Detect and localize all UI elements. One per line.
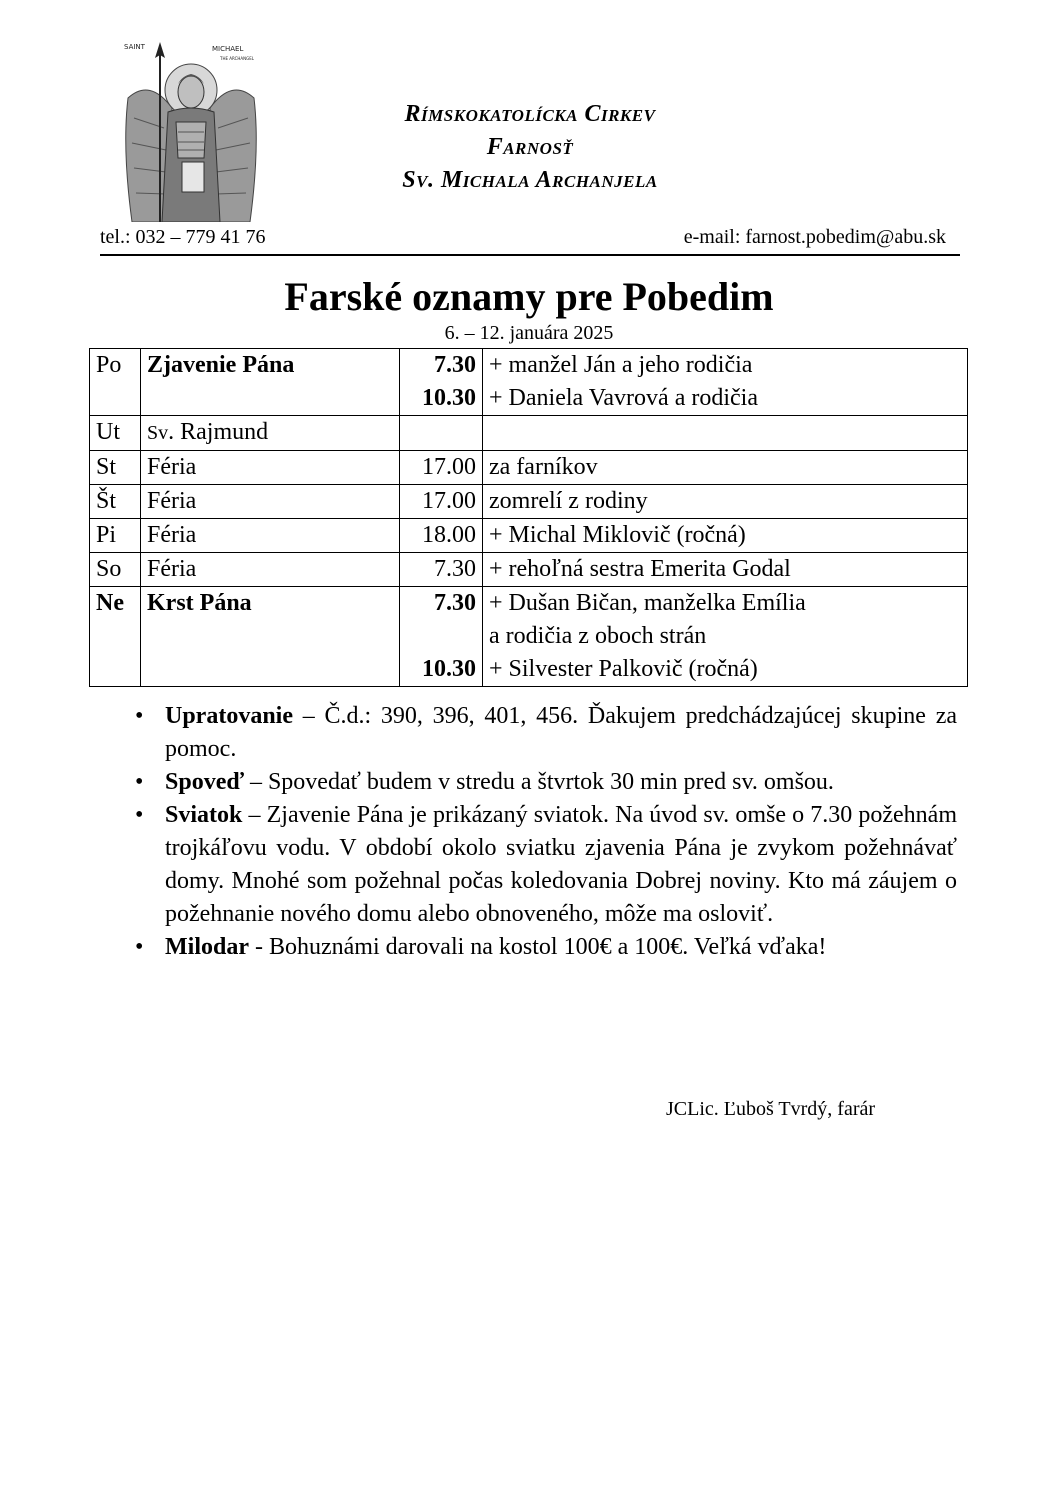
page-title: Farské oznamy pre Pobedim — [284, 274, 774, 319]
mass-schedule-table — [89, 348, 968, 687]
day-cell: Ut — [90, 416, 141, 451]
mass-time: 10.30 — [422, 656, 476, 682]
notices-list — [135, 700, 957, 964]
time-cell: 17.00 — [400, 451, 483, 485]
mass-time: 10.30 — [422, 385, 476, 411]
intention-cell: + rehoľná sestra Emerita Godal — [483, 553, 968, 587]
email-address: e-mail: farnost.pobedim@abu.sk — [683, 226, 946, 248]
bullet-icon: • — [135, 802, 144, 828]
time-cell: 7.30 — [400, 553, 483, 587]
table-row — [90, 519, 968, 553]
intention-cell — [483, 587, 968, 687]
intention-cell: za farníkov — [483, 451, 968, 485]
notice-text: – Č.d.: 390, 396, 401, 456. Ďakujem predchádzajúcej skupine za pomoc. — [165, 703, 957, 762]
notice-text: – Spovedať budem v stredu a štvrtok 30 min pred sv. omšou. — [243, 769, 834, 795]
notice-title: Upratovanie — [165, 703, 293, 729]
list-item — [135, 931, 957, 964]
feast-cell: Zjavenie Pána — [141, 349, 400, 416]
intention-cell — [483, 349, 968, 416]
mass-intention: + Dušan Bičan, manželka Emília — [489, 590, 806, 616]
svg-text:THE ARCHANGEL: THE ARCHANGEL — [220, 56, 254, 61]
parish-name: Sv. Michala Archanjela — [402, 167, 658, 193]
feast-cell: Féria — [141, 519, 400, 553]
notice-title: Spoveď — [165, 769, 244, 795]
time-cell — [400, 416, 483, 451]
bullet-icon: • — [135, 769, 144, 795]
table-row — [90, 349, 968, 416]
time-cell: 17.00 — [400, 485, 483, 519]
church-name: Rímskokatolícka Cirkev — [404, 101, 656, 127]
bullet-icon: • — [135, 934, 144, 960]
time-cell — [400, 349, 483, 416]
table-row — [90, 587, 968, 687]
notice-title: Sviatok — [165, 802, 243, 828]
table-row — [90, 416, 968, 451]
svg-text:SAINT: SAINT — [124, 43, 145, 51]
list-item — [135, 766, 957, 799]
intention-cell — [483, 416, 968, 451]
phone-number: tel.: 032 – 779 41 76 — [100, 226, 266, 248]
table-row — [90, 451, 968, 485]
feast-cell — [141, 416, 400, 451]
table-row — [90, 485, 968, 519]
time-cell: 18.00 — [400, 519, 483, 553]
feast-cell: Féria — [141, 485, 400, 519]
feast-prefix: Sv — [147, 422, 169, 444]
feast-cell: Féria — [141, 451, 400, 485]
mass-time: 7.30 — [434, 590, 476, 616]
notice-text: - Bohuznámi darovali na kostol 100€ a 100€. Veľká vďaka! — [249, 934, 827, 960]
feast-cell: Féria — [141, 553, 400, 587]
bullet-icon: • — [135, 703, 144, 729]
list-item — [135, 700, 957, 766]
notice-title: Milodar — [165, 934, 249, 960]
mass-intention: + Daniela Vavrová a rodičia — [489, 385, 758, 411]
parish-label: Farnosť — [486, 134, 574, 160]
contact-row — [100, 226, 960, 256]
mass-intention: a rodičia z oboch strán — [489, 623, 707, 649]
mass-intention: + manžel Ján a jeho rodičia — [489, 352, 753, 378]
svg-text:MICHAEL: MICHAEL — [212, 45, 244, 53]
signature: JCLic. Ľuboš Tvrdý, farár — [666, 1098, 876, 1120]
mass-intention: + Silvester Palkovič (ročná) — [489, 656, 758, 682]
list-item — [135, 799, 957, 931]
notice-text: – Zjavenie Pána je prikázaný sviatok. Na úvod sv. omše o 7.30 požehnám trojkáľovu vodu. V období okolo sviatku zjavenia Pána je zvykom požehnávať domy. Mnohé som požehnal počas koledovania Dobrej noviny. Kto má záujem o požehnanie nového domu alebo obnoveného, môže ma osloviť. — [165, 802, 957, 927]
day-cell: Po — [90, 349, 141, 416]
feast-name: . Rajmund — [168, 419, 269, 445]
feast-cell: Krst Pána — [141, 587, 400, 687]
mass-time-spacer — [406, 620, 476, 653]
day-cell: Pi — [90, 519, 141, 553]
intention-cell: zomrelí z rodiny — [483, 485, 968, 519]
intention-cell: + Michal Miklovič (ročná) — [483, 519, 968, 553]
saint-michael-icon — [120, 38, 262, 222]
day-cell: Št — [90, 485, 141, 519]
day-cell: St — [90, 451, 141, 485]
time-cell — [400, 587, 483, 687]
table-row — [90, 553, 968, 587]
day-cell: Ne — [90, 587, 141, 687]
mass-time: 7.30 — [434, 352, 476, 378]
date-range: 6. – 12. januára 2025 — [444, 322, 614, 344]
church-header — [300, 98, 760, 197]
day-cell: So — [90, 553, 141, 587]
